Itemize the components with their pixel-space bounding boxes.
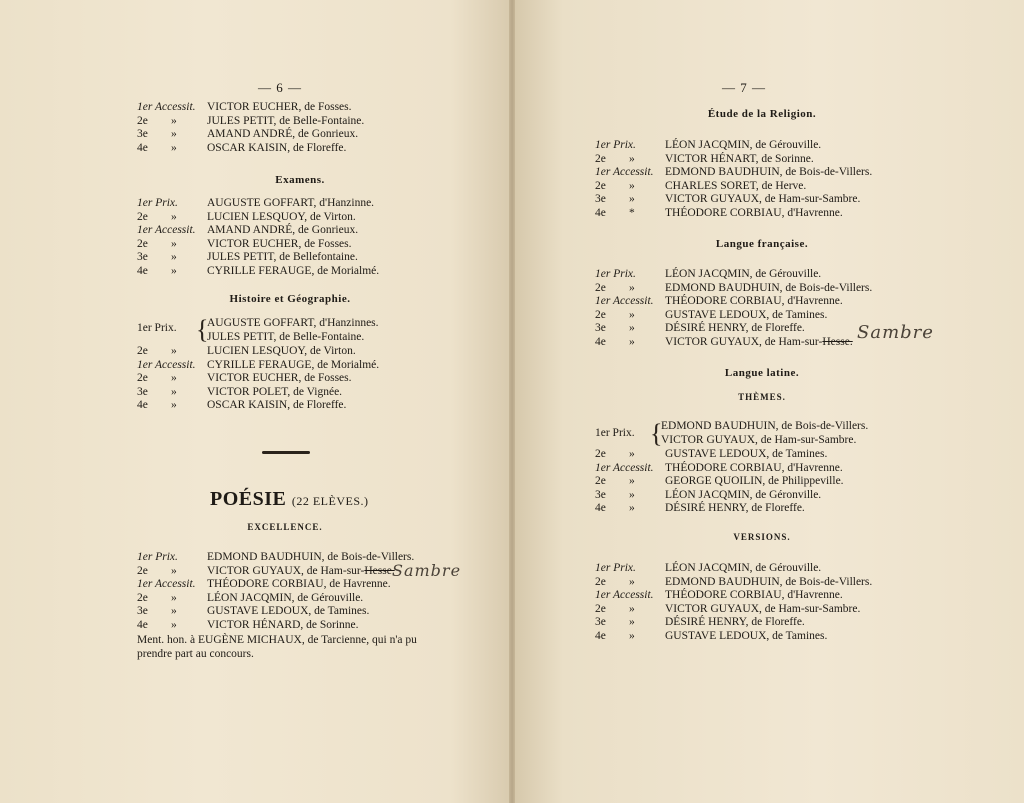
award-row bbox=[137, 604, 467, 618]
award-row bbox=[137, 398, 467, 412]
ornament-rule bbox=[262, 451, 310, 454]
award-name bbox=[665, 474, 844, 488]
ditto-mark: » bbox=[171, 619, 177, 631]
page-number: — 7 — bbox=[722, 80, 766, 95]
award-row bbox=[137, 371, 467, 385]
award-rank: 1er Prix. bbox=[595, 427, 635, 439]
award-rank: 1er Accessit. bbox=[137, 358, 196, 371]
handwritten-note: Sambre bbox=[392, 561, 462, 580]
ditto-mark: » bbox=[629, 602, 635, 615]
award-name-text: JULES PETIT, de Bellefontaine. bbox=[207, 251, 358, 264]
award-row bbox=[595, 501, 925, 515]
award-name bbox=[665, 138, 821, 152]
ditto-mark: » bbox=[171, 237, 177, 250]
mention-line: prendre part au concours. bbox=[137, 648, 254, 660]
award-name-text: AMAND ANDRÉ, de Gonrieux. bbox=[207, 128, 359, 141]
award-name bbox=[207, 127, 358, 141]
award-name-text: THÉODORE CORBIAU, d'Havrenne. bbox=[665, 589, 843, 602]
award-row bbox=[595, 152, 925, 166]
award-rank: 2e bbox=[137, 372, 148, 385]
award-name-text: AMAND ANDRÉ, de Gonrieux. bbox=[207, 224, 359, 237]
poesie-count: (22 ELÈVES.) bbox=[291, 494, 369, 508]
award-name: EDMOND BAUDHUIN, de Bois-de-Villers. bbox=[661, 420, 869, 432]
award-name-text: OSCAR KAISIN, de Floreffe. bbox=[207, 141, 347, 154]
ditto-mark: » bbox=[171, 385, 177, 398]
mention-line: Ment. hon. à EUGÈNE MICHAUX, de Tarcienne, qui n'a pu bbox=[137, 634, 417, 646]
award-name-text: VICTOR EUCHER, de Fosses. bbox=[207, 372, 352, 385]
award-name-text: VICTOR GUYAUX, de Ham-sur-Sambre. bbox=[665, 602, 861, 615]
ditto-mark: » bbox=[629, 179, 635, 192]
award-rank: 3e bbox=[137, 251, 148, 264]
award-name-text: VICTOR EUCHER, de Fosses. bbox=[207, 101, 352, 113]
award-rank: 4e bbox=[137, 141, 148, 154]
award-rank: 1er Prix. bbox=[595, 139, 636, 151]
award-name bbox=[207, 371, 352, 385]
ditto-mark: » bbox=[171, 210, 177, 223]
award-name-text: JULES PETIT, de Belle-Fontaine. bbox=[207, 114, 365, 127]
award-name-text: VICTOR EUCHER, de Fosses. bbox=[207, 237, 352, 250]
award-name-text: GUSTAVE LEDOUX, de Tamines. bbox=[665, 308, 828, 321]
award-name bbox=[665, 308, 827, 322]
ditto-mark: » bbox=[171, 345, 177, 357]
award-rank: 2e bbox=[137, 210, 148, 223]
award-row bbox=[137, 100, 467, 114]
award-name-text: THÉODORE CORBIAU, d'Havrenne. bbox=[665, 207, 843, 219]
award-rank: 2e bbox=[595, 308, 606, 321]
award-rank: 4e bbox=[595, 502, 606, 515]
award-rank: 1er Prix. bbox=[595, 268, 636, 280]
award-rank: 4e bbox=[595, 336, 606, 348]
award-rank: 4e bbox=[595, 630, 606, 642]
ditto-mark: » bbox=[171, 114, 177, 127]
award-name bbox=[207, 250, 358, 264]
award-rank: 3e bbox=[595, 193, 606, 206]
ditto-mark: » bbox=[629, 193, 635, 206]
ditto-mark: » bbox=[629, 488, 635, 501]
award-row bbox=[595, 308, 925, 322]
award-name bbox=[207, 344, 356, 358]
award-row bbox=[137, 196, 467, 210]
award-name bbox=[665, 461, 843, 475]
award-name bbox=[665, 561, 821, 575]
award-rank: 3e bbox=[137, 128, 148, 141]
award-name bbox=[665, 152, 814, 166]
award-name-text: THÉODORE CORBIAU, d'Havrenne. bbox=[665, 295, 843, 308]
award-name bbox=[665, 447, 827, 461]
ditto-mark: » bbox=[171, 265, 177, 277]
ditto-mark: * bbox=[629, 207, 635, 219]
ditto-mark: » bbox=[629, 630, 635, 642]
award-name bbox=[207, 141, 346, 155]
right-page bbox=[512, 0, 1024, 803]
award-name-text: VICTOR HÉNARD, de Sorinne. bbox=[207, 619, 359, 631]
award-name bbox=[665, 206, 843, 220]
award-rank: 3e bbox=[137, 385, 148, 398]
section-heading-religion: Étude de la Religion. bbox=[707, 108, 817, 120]
award-rank: 2e bbox=[137, 591, 148, 604]
award-row bbox=[137, 141, 467, 155]
award-rank: 1er Accessit. bbox=[137, 224, 196, 237]
award-row bbox=[595, 192, 925, 206]
ditto-mark: » bbox=[629, 502, 635, 515]
award-rank: 2e bbox=[137, 564, 148, 577]
award-name-text: VICTOR GUYAUX, de Ham-sur- bbox=[665, 336, 823, 348]
award-row bbox=[595, 281, 925, 295]
award-name-text: CYRILLE FERAUGE, de Morialmé. bbox=[207, 358, 380, 371]
award-rank: 1er Prix. bbox=[137, 322, 177, 334]
award-rank: 2e bbox=[595, 575, 606, 588]
award-name bbox=[665, 575, 872, 589]
award-name-text: VICTOR GUYAUX, de Ham-sur- bbox=[207, 564, 365, 577]
award-name bbox=[207, 398, 346, 412]
honorable-mention bbox=[137, 633, 417, 647]
ditto-mark: » bbox=[171, 564, 177, 577]
award-row bbox=[137, 385, 467, 399]
award-name bbox=[665, 321, 805, 335]
award-name: VICTOR GUYAUX, de Ham-sur-Sambre. bbox=[661, 434, 857, 446]
award-name bbox=[665, 335, 853, 349]
award-name bbox=[665, 179, 806, 193]
struck-text: Hesse. bbox=[364, 564, 395, 577]
ditto-mark: » bbox=[629, 281, 635, 294]
award-row bbox=[595, 575, 925, 589]
award-name bbox=[207, 604, 369, 618]
award-name bbox=[665, 615, 805, 629]
award-rank: 1er Accessit. bbox=[137, 101, 196, 113]
award-row bbox=[595, 615, 925, 629]
award-row bbox=[595, 447, 925, 461]
award-rank: 2e bbox=[137, 237, 148, 250]
ditto-mark: » bbox=[629, 308, 635, 321]
award-row bbox=[137, 223, 467, 237]
award-name: AUGUSTE GOFFART, d'Hanzinnes. bbox=[207, 317, 379, 329]
ditto-mark: » bbox=[171, 372, 177, 385]
award-row bbox=[137, 264, 467, 278]
award-name-text: DÉSIRÉ HENRY, de Floreffe. bbox=[665, 502, 805, 515]
award-name bbox=[207, 358, 379, 372]
award-name-text: AUGUSTE GOFFART, d'Hanzinne. bbox=[207, 197, 375, 209]
award-name-text: CHARLES SORET, de Herve. bbox=[665, 179, 807, 192]
ditto-mark: » bbox=[171, 399, 177, 412]
ditto-mark: » bbox=[171, 128, 177, 141]
award-rank: 1er Prix. bbox=[137, 551, 178, 563]
award-rank: 4e bbox=[595, 207, 606, 219]
ditto-mark: » bbox=[629, 152, 635, 165]
award-name bbox=[207, 577, 391, 591]
award-rank: 2e bbox=[137, 345, 148, 357]
award-row bbox=[137, 114, 467, 128]
award-row bbox=[137, 127, 467, 141]
award-name-text: THÉODORE CORBIAU, de Havrenne. bbox=[207, 578, 391, 591]
award-row bbox=[595, 267, 925, 281]
award-name bbox=[207, 100, 352, 114]
award-name bbox=[207, 550, 414, 564]
award-name-text: LUCIEN LESQUOY, de Virton. bbox=[207, 345, 356, 357]
award-row bbox=[137, 618, 467, 632]
award-name bbox=[207, 618, 359, 632]
award-rank: 3e bbox=[595, 616, 606, 629]
award-row bbox=[137, 210, 467, 224]
award-row bbox=[595, 461, 925, 475]
award-name-text: CYRILLE FERAUGE, de Morialmé. bbox=[207, 265, 380, 277]
section-heading-excellence: EXCELLENCE. bbox=[247, 522, 323, 532]
award-name bbox=[207, 223, 358, 237]
award-name bbox=[665, 281, 872, 295]
award-name-text: VICTOR GUYAUX, de Ham-sur-Sambre. bbox=[665, 193, 861, 206]
section-heading-latine: Langue latine. bbox=[724, 367, 800, 379]
award-row bbox=[595, 294, 925, 308]
award-row bbox=[137, 237, 467, 251]
brace: { bbox=[196, 315, 209, 344]
section-heading-francaise: Langue française. bbox=[715, 238, 809, 250]
award-name bbox=[207, 264, 379, 278]
award-name-text: GEORGE QUOILIN, de Philippeville. bbox=[665, 475, 844, 488]
award-name bbox=[207, 237, 352, 251]
award-rank: 3e bbox=[595, 488, 606, 501]
award-rank: 2e bbox=[595, 475, 606, 488]
award-name-text: DÉSIRÉ HENRY, de Floreffe. bbox=[665, 322, 805, 335]
award-rank: 4e bbox=[137, 619, 148, 631]
award-row bbox=[595, 138, 925, 152]
award-name-text: THÉODORE CORBIAU, d'Havrenne. bbox=[665, 461, 843, 474]
award-row bbox=[595, 206, 925, 220]
award-rank: 4e bbox=[137, 399, 148, 412]
award-name bbox=[207, 564, 395, 578]
ditto-mark: » bbox=[171, 591, 177, 604]
brace: { bbox=[650, 419, 663, 448]
award-rank: 1er Accessit. bbox=[595, 461, 654, 474]
award-name bbox=[207, 196, 374, 210]
award-row bbox=[595, 602, 925, 616]
ditto-mark: » bbox=[171, 605, 177, 618]
award-rank: 2e bbox=[595, 179, 606, 192]
award-rank: 1er Accessit. bbox=[595, 295, 654, 308]
award-rank: 1er Accessit. bbox=[595, 166, 654, 179]
poesie-title: POÉSIE bbox=[210, 488, 287, 510]
award-row bbox=[595, 588, 925, 602]
award-name bbox=[207, 591, 363, 605]
award-row bbox=[137, 591, 467, 605]
award-rank: 1er Accessit. bbox=[595, 589, 654, 602]
award-row bbox=[595, 179, 925, 193]
ditto-mark: » bbox=[171, 251, 177, 264]
award-name bbox=[207, 114, 364, 128]
award-name-text: VICTOR POLET, de Vignée. bbox=[207, 385, 343, 398]
award-name bbox=[207, 210, 356, 224]
award-name-text: OSCAR KAISIN, de Floreffe. bbox=[207, 399, 347, 412]
award-rank: 3e bbox=[595, 322, 606, 335]
ditto-mark: » bbox=[629, 322, 635, 335]
award-name bbox=[665, 602, 860, 616]
award-name-text: EDMOND BAUDHUIN, de Bois-de-Villers. bbox=[665, 575, 873, 588]
section-heading-examens: Examens. bbox=[275, 174, 325, 186]
award-name: JULES PETIT, de Belle-Fontaine. bbox=[207, 331, 365, 343]
subheading-themes: THÈMES. bbox=[738, 392, 786, 402]
award-rank: 1er Prix. bbox=[137, 197, 178, 209]
award-name bbox=[665, 588, 843, 602]
award-name-text: LÉON JACQMIN, de Gérouville. bbox=[665, 562, 822, 574]
award-row bbox=[595, 561, 925, 575]
award-name bbox=[665, 192, 860, 206]
award-row bbox=[595, 165, 925, 179]
section-heading-histoire: Histoire et Géographie. bbox=[229, 293, 351, 305]
award-name bbox=[665, 294, 843, 308]
award-name bbox=[665, 165, 872, 179]
award-name-text: GUSTAVE LEDOUX, de Tamines. bbox=[665, 630, 828, 642]
ditto-mark: » bbox=[629, 616, 635, 629]
award-name-text: GUSTAVE LEDOUX, de Tamines. bbox=[665, 448, 828, 460]
award-row bbox=[595, 488, 925, 502]
ditto-mark: » bbox=[629, 448, 635, 460]
award-name bbox=[665, 501, 805, 515]
award-rank: 2e bbox=[595, 152, 606, 165]
award-rank: 1er Accessit. bbox=[137, 578, 196, 591]
award-rank: 4e bbox=[137, 265, 148, 277]
award-name-text: EDMOND BAUDHUIN, de Bois-de-Villers. bbox=[665, 281, 873, 294]
handwritten-note: Sambre bbox=[857, 322, 934, 343]
award-name-text: LÉON JACQMIN, de Gérouville. bbox=[207, 591, 364, 604]
award-name-text: GUSTAVE LEDOUX, de Tamines. bbox=[207, 605, 370, 618]
award-rank: 2e bbox=[137, 114, 148, 127]
award-rank: 2e bbox=[595, 602, 606, 615]
struck-text: Hesse. bbox=[822, 336, 853, 348]
ditto-mark: » bbox=[629, 475, 635, 488]
award-row bbox=[137, 358, 467, 372]
award-rank: 1er Prix. bbox=[595, 562, 636, 574]
award-rank: 3e bbox=[137, 605, 148, 618]
award-name-text: LÉON JACQMIN, de Gérouville. bbox=[665, 268, 822, 280]
award-name-text: LÉON JACQMIN, de Gérouville. bbox=[665, 139, 822, 151]
award-name-text: VICTOR HÉNART, de Sorinne. bbox=[665, 152, 814, 165]
award-row bbox=[137, 344, 467, 358]
award-rank: 2e bbox=[595, 281, 606, 294]
award-name bbox=[207, 385, 342, 399]
section-title-poesie bbox=[210, 488, 369, 511]
award-row bbox=[137, 250, 467, 264]
award-name-text: EDMOND BAUDHUIN, de Bois-de-Villers. bbox=[207, 551, 415, 563]
award-name-text: EDMOND BAUDHUIN, de Bois-de-Villers. bbox=[665, 166, 873, 179]
ditto-mark: » bbox=[629, 575, 635, 588]
award-name-text: LUCIEN LESQUOY, de Virton. bbox=[207, 210, 356, 223]
ditto-mark: » bbox=[171, 141, 177, 154]
award-name bbox=[665, 488, 821, 502]
subheading-versions: VERSIONS. bbox=[733, 532, 791, 542]
book-gutter bbox=[509, 0, 515, 803]
award-rank: 2e bbox=[595, 448, 606, 460]
award-name bbox=[665, 267, 821, 281]
ditto-mark: » bbox=[629, 336, 635, 348]
award-row bbox=[595, 474, 925, 488]
award-name-text: LÉON JACQMIN, de Géronville. bbox=[665, 488, 822, 501]
award-name-text: DÉSIRÉ HENRY, de Floreffe. bbox=[665, 616, 805, 629]
page-number: — 6 — bbox=[258, 80, 302, 95]
award-row bbox=[595, 629, 925, 643]
award-name bbox=[665, 629, 827, 643]
